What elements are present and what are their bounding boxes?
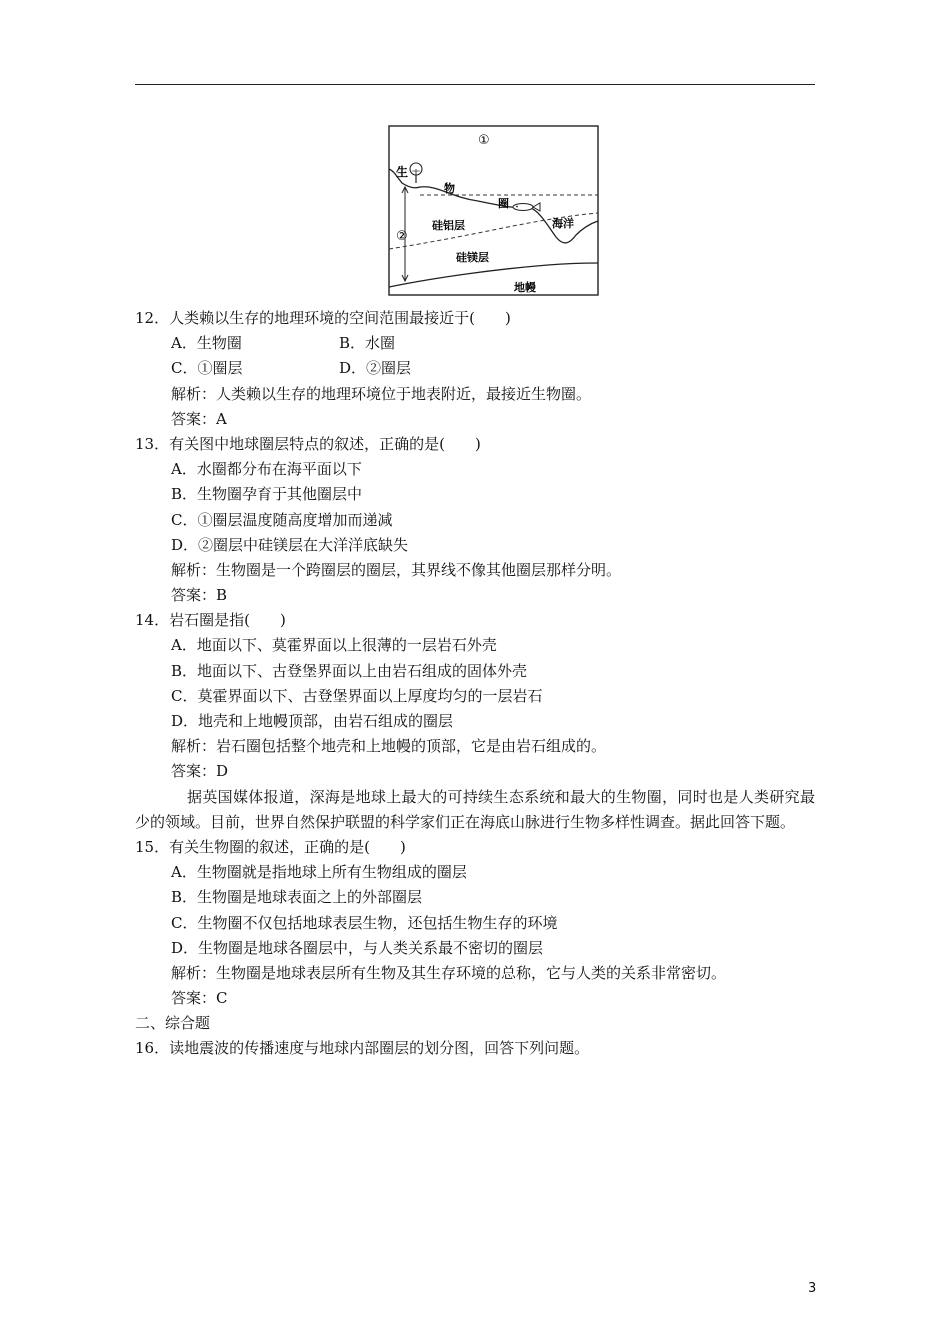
moho-line: [389, 263, 598, 287]
label-bio-3: 圈: [498, 197, 509, 210]
q12-answer: 答案：A: [171, 409, 227, 428]
q12-analysis: 解析：人类赖以生存的地理环境位于地表附近，最接近生物圈。: [171, 384, 592, 403]
q13-option-b: B．生物圈孕育于其他圈层中: [171, 485, 363, 504]
q13-stem: 13．有关图中地球圈层特点的叙述，正确的是( ): [135, 434, 481, 453]
q14-answer: 答案：D: [171, 762, 229, 781]
section-heading: 二、综合题: [135, 1014, 211, 1033]
q12-stem: 12．人类赖以生存的地理环境的空间范围最接近于( ): [135, 309, 511, 327]
q12-option-a: A．生物圈: [171, 334, 242, 353]
header-rule: [135, 84, 815, 85]
q13-analysis: 解析：生物圈是一个跨圈层的圈层，其界线不像其他圈层那样分明。: [171, 560, 622, 579]
q14-option-a: A．地面以下、莫霍界面以上很薄的一层岩石外壳: [171, 636, 497, 655]
q16-stem: 16．读地震波的传播速度与地球内部圈层的划分图，回答下列问题。: [135, 1039, 590, 1058]
q13-option-d: D．②圈层中硅镁层在大洋洋底缺失: [171, 535, 409, 554]
q12-option-c: C．①圈层: [171, 359, 243, 378]
q15-option-c: C．生物圈不仅包括地球表层生物，还包括生物生存的环境: [171, 913, 558, 932]
q12-options-row1: [135, 331, 825, 356]
diagram-frame: [389, 126, 598, 295]
q13-option-a: A．水圈都分布在海平面以下: [171, 460, 362, 479]
q15-analysis: 解析：生物圈是地球表层所有生物及其生存环境的总称，它与人类的关系非常密切。: [171, 963, 727, 982]
reading-passage: 据英国媒体报道，深海是地球上最大的可持续生态系统和最大的生物圈，同时也是人类研究最少的领域。目前，世界自然保护联盟的科学家们正在海底山脉进行生物多样性调查。据此回答下题。: [135, 787, 815, 831]
question-content: [135, 306, 825, 1062]
label-bio-1: 生: [396, 165, 409, 179]
q14-option-c: C．莫霍界面以下、古登堡界面以上厚度均匀的一层岩石: [171, 686, 543, 705]
label-si-mg: 硅镁层: [456, 251, 489, 264]
q12-option-b: B．水圈: [339, 334, 396, 353]
label-ocean: 海洋: [552, 217, 574, 230]
q15-stem: 15．有关生物圈的叙述，正确的是( ): [135, 837, 406, 856]
q15-option-d: D．生物圈是地球各圈层中，与人类关系最不密切的圈层: [171, 938, 544, 957]
label-mantle: 地幔: [514, 281, 536, 294]
label-atmosphere: ①: [478, 133, 490, 148]
q12-option-d: D．②圈层: [339, 359, 412, 378]
q15-answer: 答案：C: [171, 989, 228, 1008]
crust-surface-line: [389, 169, 598, 243]
tree-icon: [410, 163, 422, 183]
q14-stem: 14．岩石圈是指( ): [135, 611, 286, 630]
q15-option-a: A．生物圈就是指地球上所有生物组成的圈层: [171, 863, 467, 882]
label-lithosphere: ②: [396, 229, 408, 244]
q13-option-c: C．①圈层温度随高度增加而递减: [171, 510, 393, 529]
q15-option-b: B．生物圈是地球表面之上的外部圈层: [171, 888, 423, 907]
q14-option-d: D．地壳和上地幔顶部，由岩石组成的圈层: [171, 712, 454, 730]
q14-option-b: B．地面以下、古登堡界面以上由岩石组成的固体外壳: [171, 661, 528, 680]
q13-answer: 答案：B: [171, 586, 228, 605]
page-number: 3: [808, 1281, 817, 1296]
label-bio-2: 物: [444, 182, 455, 195]
earth-spheres-diagram: [388, 125, 600, 297]
q14-analysis: 解析：岩石圈包括整个地壳和上地幔的顶部，它是由岩石组成的。: [171, 737, 607, 756]
fish-icon: [513, 203, 540, 211]
diagram-svg: [388, 125, 600, 297]
q12-options-row2: [135, 356, 825, 381]
label-si-al: 硅铝层: [432, 219, 465, 232]
